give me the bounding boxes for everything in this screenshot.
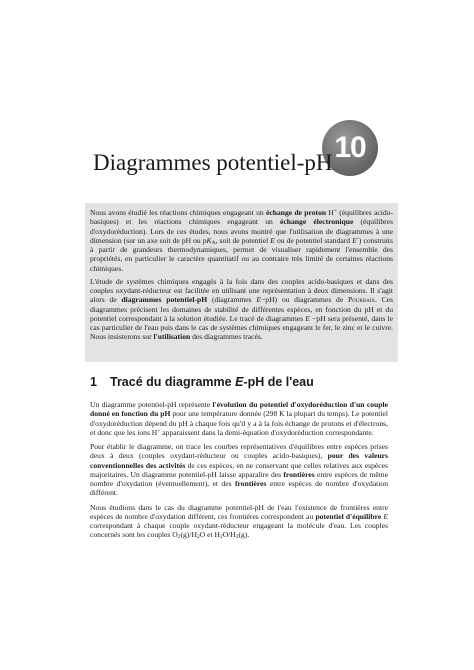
intro-paragraph-2: L'étude de systèmes chimiques engagés à la fois dans des couples acido-basiques et dans des couples oxydant-réducteur est facilitée en utilisant une représentation à deux dimensions. Il s'agit alors de diagrammes potentiel-pH (diagrammes E−pH) ou diagrammes de Pourbaix. Ces diagrammes précisent les domaines de stabilité de différentes espèces, en fonction du pH et du potentiel correspondant à la solution étudiée. Le tracé de diagrammes E −pH sera présenté, dans le cas particulier de l'eau puis dans le cas de systèmes chimiques engageant le fer, le zinc et le cuivre. Nous insisterons sur l'utilisation des diagrammes tracés. xyxy=(90,276,394,342)
section-number: 1 xyxy=(90,375,97,389)
section-body xyxy=(90,400,388,545)
section-heading: 1 Tracé du diagramme E-pH de l'eau xyxy=(90,375,314,389)
body-paragraph-2: Pour établir le diagramme, on trace les courbes représentatives d'équilibres entre espèces prises deux à deux (couples oxydant-réducteur ou couples acido-basiques), pour des valeurs conventionnelles des activités de ces espèces, en ne conservant que celles relatives aux espèces majoritaires. Un diagramme potentiel-pH laisse apparaître des frontières entre espèces de même nombre d'oxydation (éventuellement), et des frontières entre espèces de nombre d'oxydation différent. xyxy=(90,442,389,498)
intro-paragraph-1: Nous avons étudié les réactions chimiques engageant un échange de proton H+ (équilibres acido-basiques) et les réactions chimiques engageant un échange électronique (équilibres d'oxydoréduction). Lors de ces études, nous avons montré que l'utilisation de diagrammes à une dimension (sur un axe soit de pH ou $pK_A$, soit de potentiel E ou de potentiel standard E◦) construits à partir de grandeurs thermodynamiques, permet de visualiser rapidement l'ensemble des propriétés, en particulier le caractère quantitatif ou au contraire très limité de certaines réactions chimiques. xyxy=(90,208,394,273)
chapter-title: Diagrammes potentiel-pH xyxy=(93,150,333,175)
body-paragraph-1: Un diagramme potentiel-pH représente l'évolution du potentiel d'oxydoréduction d'un couple donné en fonction du pH pour une température donnée (298 K la plupart du temps). Le potentiel d'oxydoréduction dépend du pH à chaque fois qu'il y a à la fois échange de protons et d'électrons, et donc que les ions H+ apparaissent dans la demi-équation d'oxydoréduction correspondante. xyxy=(90,400,388,437)
chapter-introduction-box xyxy=(85,203,398,362)
body-paragraph-3: Nous étudions dans le cas du diagramme potentiel-pH de l'eau l'existence de frontières entre espèces de nombre d'oxydation différent, ces frontières correspondent au potentiel d'équilibre E correspondant à chaque couple oxydant-réducteur engageant la molécule d'eau. Les couples concernés sont les couples $O_2(g)/H_2O$ et $H_2O/H_2(g)$. xyxy=(90,502,388,541)
chapter-number: 10 xyxy=(334,131,366,164)
